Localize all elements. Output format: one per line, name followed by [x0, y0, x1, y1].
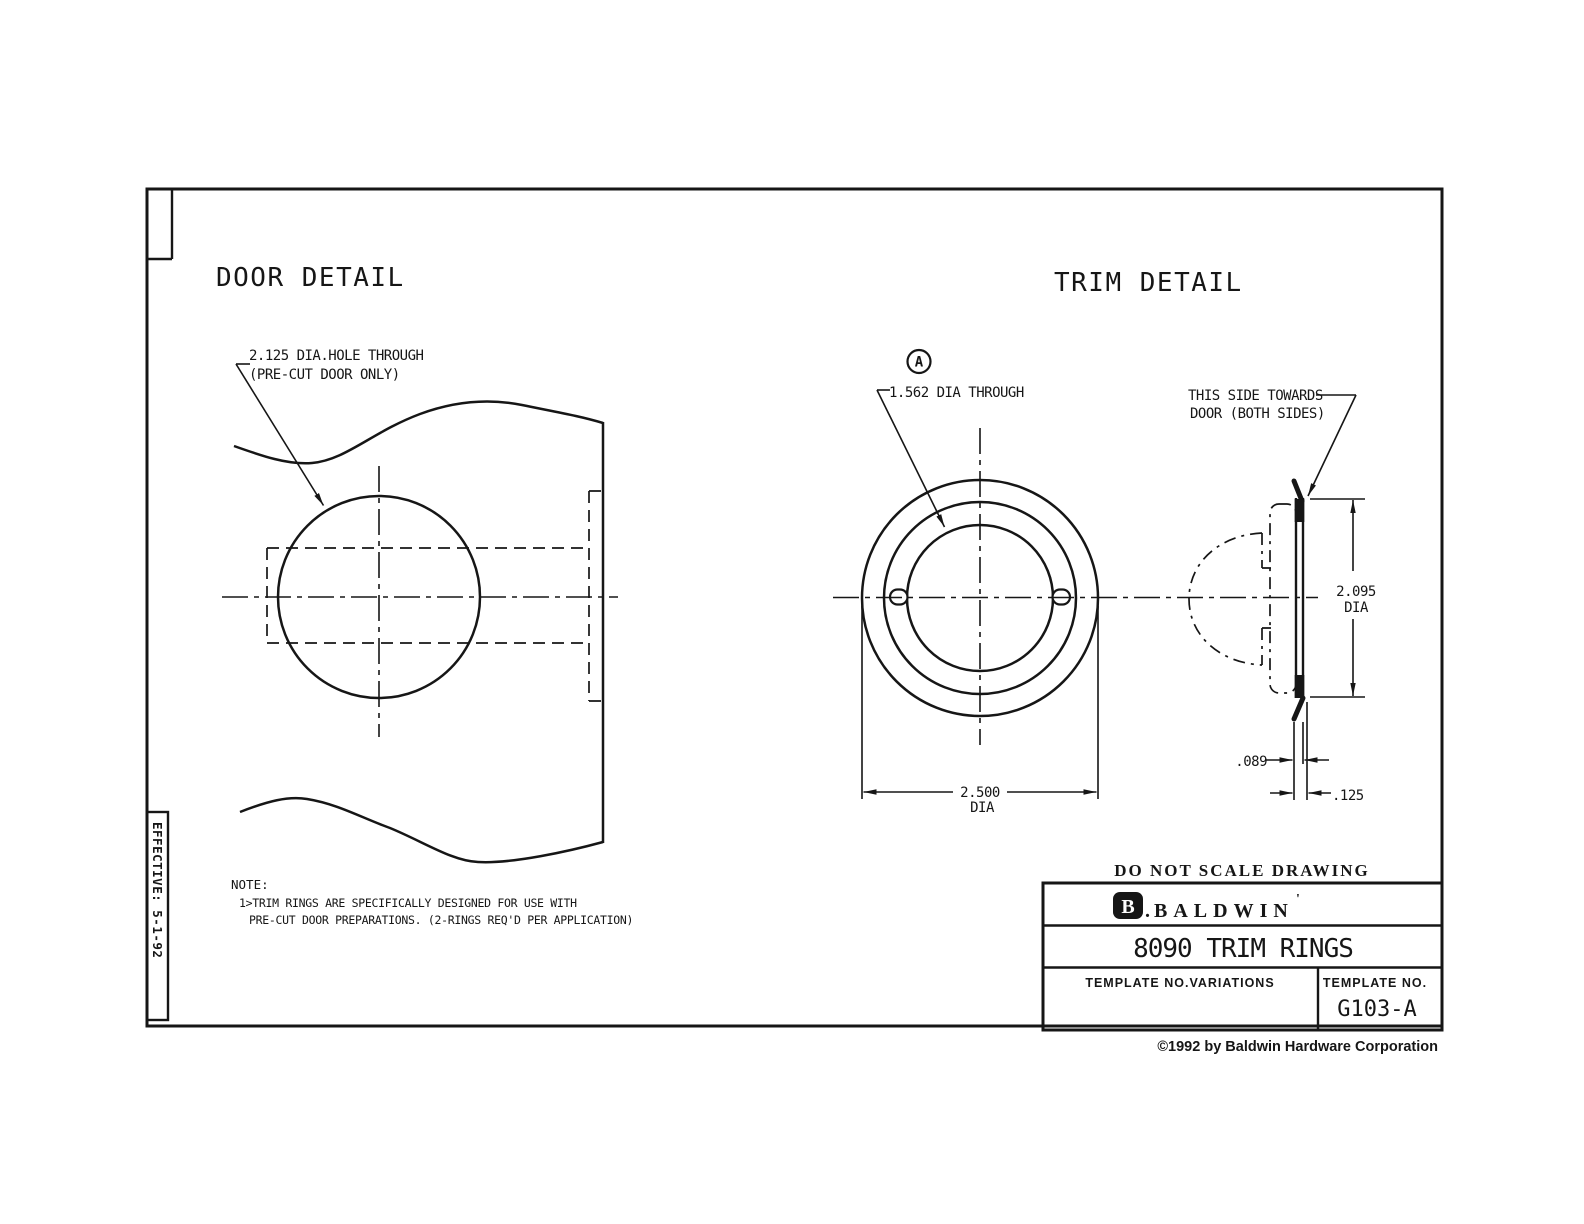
thickness-value: .089 — [1235, 754, 1267, 770]
door-hole-leader-arrow — [236, 364, 324, 506]
section-marker-letter: A — [914, 354, 924, 371]
note-line1: 1>TRIM RINGS ARE SPECIFICALLY DESIGNED FOR USE WITH — [239, 896, 577, 910]
flange-dia-unit: DIA — [1344, 600, 1368, 616]
outer-dia-value: 2.500 — [960, 785, 1000, 801]
outer-dia-unit: DIA — [970, 800, 994, 816]
door-hole-annotation-line2: (PRE-CUT DOOR ONLY) — [249, 367, 400, 383]
note-line2: PRE-CUT DOOR PREPARATIONS. (2-RINGS REQ'D PER APPLICATION) — [249, 913, 634, 927]
baldwin-trademark-tick: ' — [1296, 892, 1300, 907]
template-no-value: G103-A — [1337, 997, 1417, 1022]
trim-bore-leader-arrow — [877, 390, 945, 527]
trim-bore-annotation: 1.562 DIA THROUGH — [889, 385, 1024, 401]
door-hole-annotation-line1: 2.125 DIA.HOLE THROUGH — [249, 348, 424, 364]
baldwin-logo-text: BALDWIN — [1154, 900, 1294, 922]
note-heading: NOTE: — [231, 877, 269, 892]
baldwin-logo-letter: B — [1121, 896, 1135, 918]
door-edge-prep-hidden-lines — [589, 491, 603, 701]
do-not-scale-warning: DO NOT SCALE DRAWING — [1114, 861, 1370, 880]
depth-value: .125 — [1332, 788, 1364, 804]
door-break-line-top — [234, 402, 603, 464]
border-corner-notch — [147, 189, 172, 259]
door-break-line-bottom — [240, 798, 603, 862]
phantom-rose-outline — [1270, 504, 1296, 693]
effective-date-label: EFFECTIVE: 5-1-92 — [150, 822, 165, 959]
variations-cell-label: TEMPLATE NO.VARIATIONS — [1085, 976, 1275, 990]
side-note-line1: THIS SIDE TOWARDS — [1188, 388, 1323, 404]
template-no-cell-label: TEMPLATE NO. — [1322, 976, 1428, 990]
side-note-line2: DOOR (BOTH SIDES) — [1190, 406, 1325, 422]
phantom-knob-outline — [1189, 533, 1262, 665]
ring-section-hatch-bottom — [1295, 675, 1305, 698]
trim-detail-title: TRIM DETAIL — [1054, 268, 1243, 298]
product-title: 8090 TRIM RINGS — [1133, 934, 1353, 964]
flange-dia-value: 2.095 — [1336, 584, 1376, 600]
baldwin-logo-separator: . — [1145, 900, 1150, 922]
door-detail-title: DOOR DETAIL — [216, 263, 405, 293]
ring-spring-tab-bottom — [1294, 698, 1303, 719]
door-latch-prep-hidden-lines — [267, 548, 589, 643]
copyright-line: ©1992 by Baldwin Hardware Corporation — [1157, 1039, 1438, 1055]
